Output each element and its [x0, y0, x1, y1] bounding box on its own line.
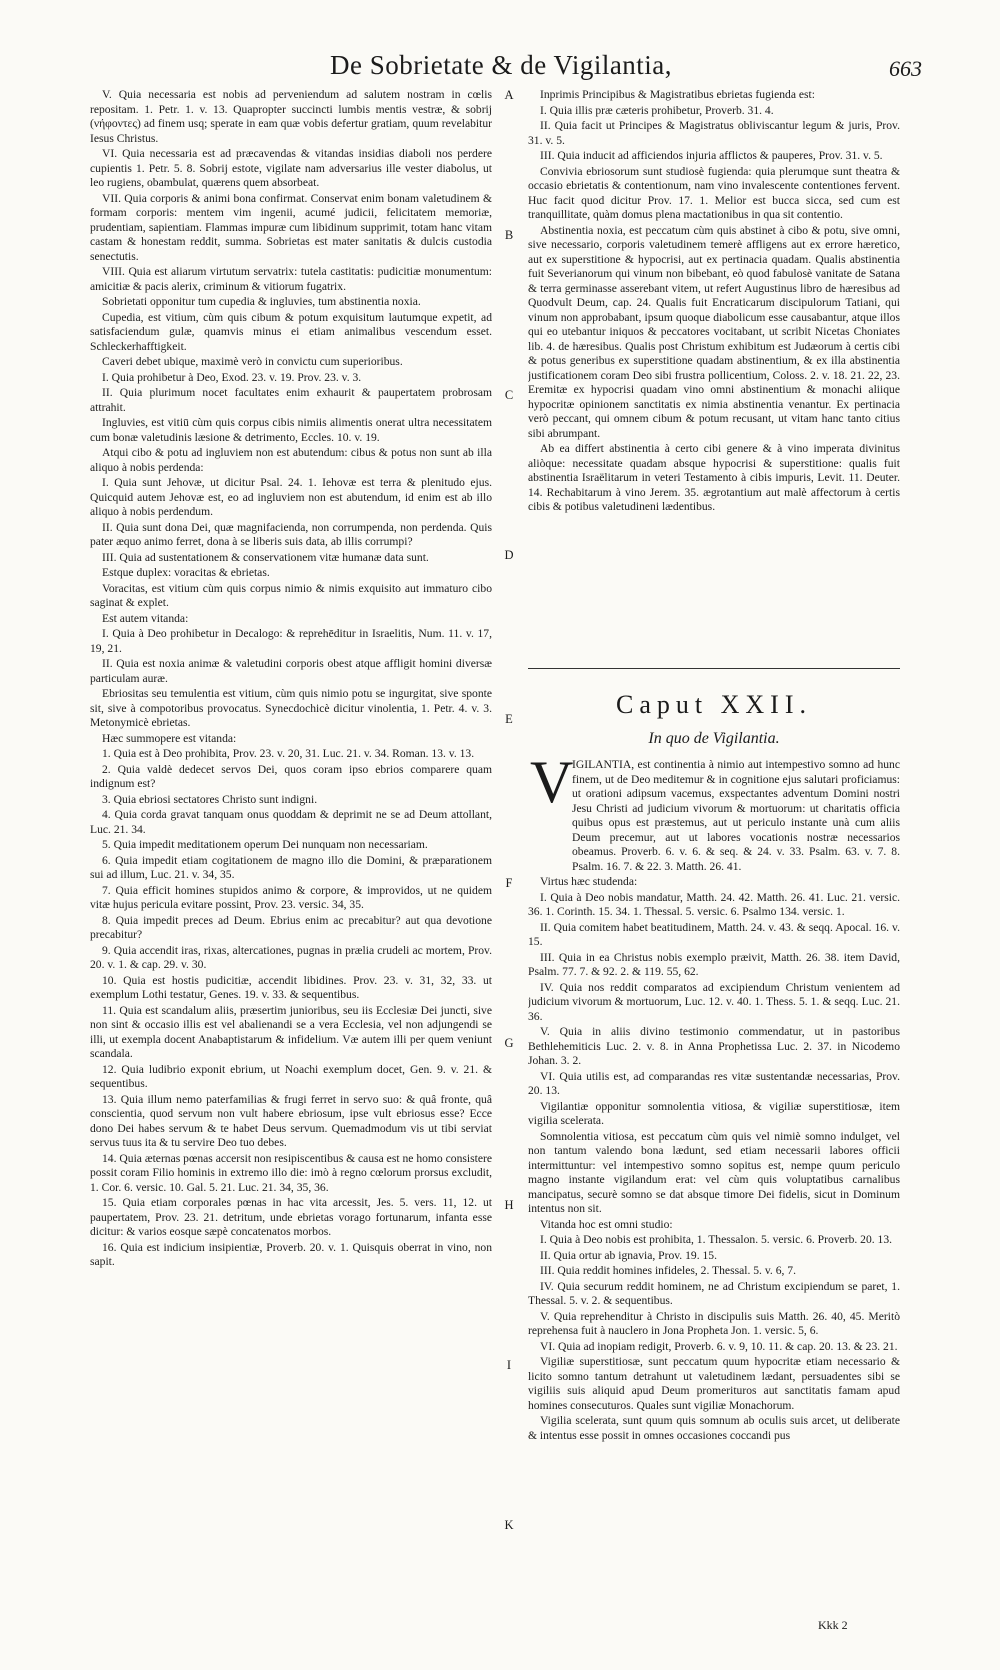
paragraph: 14. Quia æternas pœnas accersit non resipiscentibus & causa est ne homo consistere possit coram Filio hominis in extremo illo die: imò à regno cœlorum prorsus excludit, 1. Cor. 6. versic. 10. Gal. 5. 21. Luc. 21. 34, 35, 36.	[90, 1151, 492, 1194]
paragraph: Estque duplex: voracitas & ebrietas.	[102, 566, 270, 579]
paragraph: VII. Quia corporis & animi bona confirmat. Conservat enim bonam valetudinem & formam corporis: mentem vim ingenii, acumé judicii, felicitatem memoriæ, prudentiam, sapientiam. Flammas impuræ cum libidinum supprimit, totam hanc vitam castam & honestam reddit, summa. Sobrietas est mater sanitatis & dulcis custodia senectutis.	[90, 191, 492, 263]
paragraph: Est autem vitanda:	[102, 611, 189, 625]
paragraph: V. Quia reprehenditur à Christo in discipulis suis Matth. 26. 40, 45. Meritò reprehensa fuit à nauclero in Jona Propheta Jon. 1. versic. 5, 6.	[528, 1309, 900, 1337]
margin-letter: G	[504, 1036, 514, 1050]
paragraph: II. Quia comitem habet beatitudinem, Matth. 24. v. 43. & seqq. Apocal. 16. v. 15.	[528, 920, 900, 948]
margin-letter: K	[504, 1518, 514, 1532]
paragraph: Vitanda hoc est omni studio:	[540, 1217, 673, 1231]
paragraph: V. Quia in aliis divino testimonio commendatur, ut in pastoribus Bethlehemiticis Luc. 2. v. 8. in Anna Prophetissa Luc. 2. 37. in Nicodemo Johan. 3. 2.	[528, 1025, 900, 1067]
paragraph: Vigilantiæ opponitur somnolentia vitiosa, & vigiliæ superstitiosæ, item vigilia scelerata.	[528, 1099, 900, 1127]
paragraph: Abstinentia noxia, est peccatum cùm quis abstinet à cibo & potu, sive omni, sive necessario, corporis valetudinem temerè affligens aut ex errore hæretico, aut ex superstitione & hypocrisi, aut ex pertinacia quadam. Qualis abstinentia fuit Severianorum qui vinum non bibebant, eò quod fabulosè vanitate de Satana & terra germinasse asserebant vitem, ut refert Augustinus libro de hæresibus ad Quodvult Deum, cap. 24. Qualis fuit Encraticarum discipulorum Tatiani, qui vinum non approbabant, ipsum quoque diabolicum esse causabantur, atque illos qui eo utebantur iniquos & peccatores vocitabant, ut scribit Nicetas Choniates lib. 4. de hæresibus. Qualis post Christum exhibitum est Judæorum à certis cibi & potus generibus ex superstitione quadam abstinentium, & ex illa abstinentia justificationem coram Deo sibi frustra pollicentium, Coloss. 2. v. 18. 21. 22, 23. Eremitæ ex hypocrisi quadam vino omni abstinentium & monachi aliique hypocritæ opinionem sanctitatis ex nimia abstinentia venantur. Ex pertinacia verò peccant, qui omnem cibum & potum recusant, ut vitam hanc tanto citius sibi abrumpant.	[528, 223, 900, 440]
paragraph: I. Quia prohibetur à Deo, Exod. 23. v. 19. Prov. 23. v. 3.	[102, 370, 362, 384]
running-head: De Sobrietate & de Vigilantia,	[330, 50, 673, 80]
paragraph: Vigilia scelerata, sunt quum quis somnum ab oculis suis arcet, ut deliberate & intentus esse possit in omnes occasiones coccandi pus	[528, 1414, 900, 1442]
paragraph: 2. Quia valdè dedecet servos Dei, quos coram ipso ebrios comparere quam indignum est?	[90, 762, 492, 790]
paragraph: VI. Quia ad inopiam redigit, Proverb. 6. v. 9, 10. 11. & cap. 20. 13. & 23. 21.	[540, 1339, 898, 1353]
paragraph: III. Quia ad sustentationem & conservationem vitæ humanæ data sunt.	[102, 550, 429, 564]
paragraph: 8. Quia impedit preces ad Deum. Ebrius enim ac precabitur? aut qua devotione precabitur?	[90, 913, 492, 941]
paragraph: I. Quia sunt Jehovæ, ut dicitur Psal. 24. 1. Iehovæ est terra & plenitudo ejus. Quicquid autem Jehovæ est, eo ad ingluviem non est abutendum, id enim est ab illo aliquo à nobis perdendum.	[90, 476, 492, 518]
drop-cap: V	[530, 749, 574, 815]
paragraph: 16. Quia est indicium insipientiæ, Proverb. 20. v. 1. Quisquis oberrat in vino, non sapit.	[90, 1240, 492, 1268]
divider	[528, 668, 900, 669]
paragraph: VI. Quia necessaria est ad præcavendas & vitandas insidias diaboli nos perdere cupientis 1. Petr. 5. 8. Sobrij estote, vigilate nam adversarius ille vester diabolus, ut leo rugiens, obambulat, quærens quem absorbeat.	[90, 147, 492, 189]
paragraph: III. Quia inducit ad afficiendos injuria afflictos & pauperes, Prov. 31. v. 5.	[540, 149, 883, 162]
paragraph: 4. Quia corda gravat tanquam onus quoddam & deprimit ne se ad Deum attollant, Luc. 21. 34.	[90, 808, 492, 836]
margin-letter: A	[504, 88, 514, 102]
catchword: Kkk 2	[818, 1618, 848, 1632]
paragraph: I. Quia illis præ cæteris prohibetur, Proverb. 31. 4.	[540, 103, 774, 117]
right-column-top	[528, 88, 900, 663]
paragraph: Inprimis Principibus & Magistratibus ebrietas fugienda est:	[540, 88, 815, 101]
paragraph: II. Quia facit ut Principes & Magistratus obliviscantur legum & juris, Prov. 31. v. 5.	[528, 119, 900, 147]
left-column	[90, 88, 492, 1620]
paragraph: 5. Quia impedit meditationem operum Dei nunquam non necessariam.	[102, 838, 428, 851]
paragraph: 6. Quia impedit etiam cogitationem de magno illo die Domini, & præparationem sui ad illum, Luc. 21. v. 34, 35.	[90, 853, 492, 881]
paragraph: 15. Quia etiam corporales pœnas in hac vita arcessit, Jes. 5. vers. 11, 12. ut paupertatem, Prov. 23. 21. detritum, unde ebrietas vorago fortunarum, infanta esse dicitur: & varios eosque sæpè concatenatos morbos.	[90, 1196, 492, 1238]
paragraph: 7. Quia efficit homines stupidos animo & corpore, & improvidos, ut ne quidem vitæ hujus pericula evitare possint, Prov. 23. versic. 34, 35.	[90, 883, 492, 911]
paragraph: 3. Quia ebriosi sectatores Christo sunt indigni.	[102, 792, 318, 806]
paragraph: Ingluvies, est vitiū cùm quis corpus cibis nimiis alimentis onerat ultra necessitatem cum bonæ valetudinis læsione & detrimento, Eccles. 10. v. 19.	[90, 416, 492, 444]
margin-letter: D	[504, 548, 514, 562]
paragraph: III. Quia reddit homines infideles, 2. Thessal. 5. v. 6, 7.	[540, 1264, 796, 1277]
paragraph: I. Quia à Deo nobis est prohibita, 1. Thessalon. 5. versic. 6. Proverb. 20. 13.	[540, 1233, 893, 1246]
paragraph: VI. Quia utilis est, ad comparandas res vitæ sustentandæ necessarias, Prov. 20. 13.	[528, 1069, 900, 1097]
paragraph: VIII. Quia est aliarum virtutum servatrix: tutela castitatis: pudicitiæ monumentum: amicitiæ & pacis alerix, criminum & vitiorum fugatrix.	[90, 265, 492, 293]
margin-letter: F	[505, 876, 513, 890]
margin-letter: E	[505, 712, 513, 726]
paragraph: Vigiliæ superstitiosæ, sunt peccatum quum hypocritæ etiam necessario & licito somno tantum detrahunt ut valetudinem lædant, persuadentes sibi se vigiliis suis aliquid apud Deum promerituros aut sanctitatis famam apud homines consecuturos. Quales sunt vigiliæ Monachorum.	[528, 1355, 900, 1412]
page-number: 663	[889, 56, 922, 81]
paragraph: Virtus hæc studenda:	[540, 875, 638, 888]
chapter-subtitle: In quo de Vigilantia.	[648, 730, 780, 747]
paragraph: I. Quia à Deo prohibetur in Decalogo: & reprehēditur in Israelitis, Num. 11. v. 17, 19, 21.	[90, 627, 492, 655]
paragraph: Somnolentia vitiosa, est peccatum cùm quis vel nimiè somno indulget, vel non tantum valendo bona lædunt, sed etiam necessarii labores officii intermittuntur: vel intempestivo somno sopitus est, nempe quum periculo magno instante vigilandum erat: vel cùm quis voluptatibus carnalibus mancipatus, securè somno se dat absque timore Dei fidelis, sicut in Dominum intentus non sit.	[528, 1129, 900, 1215]
paragraph: Caveri debet ubique, maximè verò in convictu cum superioribus.	[102, 355, 403, 368]
margin-letter: H	[504, 1198, 514, 1212]
paragraph: 11. Quia est scandalum aliis, præsertim junioribus, seu iis Ecclesiæ Dei juncti, sive non sint & occasio illis est vel abalienandi se a vera Ecclesia, vel non adjungendi se illi, ut exempla docent Anabaptistarum & infidelium. Væ autem illi per quem veniunt scandala.	[90, 1003, 492, 1060]
paragraph: III. Quia in ea Christus nobis exemplo præivit, Matth. 26. 38. item David, Psalm. 77. 7. & 92. 2. & 119. 55, 62.	[528, 950, 900, 978]
right-column-bottom	[528, 758, 900, 1620]
paragraph: Convivia ebriosorum sunt studiosè fugienda: quia plerumque sunt theatra & occasio ebrietatis & contentionum, nam vino invalescente contentiones fervent. Huc facit quod dicitur Prov. 17. 1. Melior est bucca sicca, sed cum est tranquillitate, quàm domus plena mactationibus in qua sit contentio.	[528, 164, 900, 221]
paragraph: II. Quia plurimum nocet facultates enim exhaurit & paupertatem probrosam attrahit.	[90, 386, 492, 414]
margin-letter: B	[504, 228, 514, 242]
paragraph: Hæc summopere est vitanda:	[102, 731, 237, 745]
margin-letter: C	[504, 388, 514, 402]
paragraph: 10. Quia est hostis pudicitiæ, accendit libidines. Prov. 23. v. 31, 32, 33. ut exemplum Lothi testatur, Genes. 19. v. 33. & sequentibus.	[90, 973, 492, 1001]
paragraph: II. Quia est noxia animæ & valetudini corporis obest atque affligit homini diversæ particulam auræ.	[90, 657, 492, 685]
paragraph: IGILANTIA, est continentia à nimio aut intempestivo somno ad hunc finem, ut de Deo meditemur & in cognitione ejus salutari proficiamus: ut orationi adipsum vacemus, exspectantes adventum Domini nostri Jesu Christi ad judicium vivorum & mortuorum: ut charitatis officia quibus opus est præstemus, aut ut periculo instante unà cum aliis Deum precemur, aut ut labores vocationis nostræ necessarios obeamus. Proverb. 6. v. 6. & seq. & 24. v. 33. Psalm. 63. v. 7. 8. Psalm. 16. 7. & 22. 3. Matth. 26. 41.	[572, 758, 900, 873]
paragraph: 12. Quia ludibrio exponit ebrium, ut Noachi exemplum docet, Gen. 9. v. 21. & sequentibus.	[90, 1062, 492, 1090]
paragraph: Ab ea differt abstinentia à certo cibi genere & à vino imperata divinitus aliòque: necessitate quadam absque hypocrisi & superstitione: qualis fuit abstinentia Israëlitarum in veteri Testamento à cibis impuris, Levit. 11. Deuter. 14. Rechabitarum à vino Jerem. 35. ægrotantium aut malè affectorum à certis cibis & potibus valetudineni lædentibus.	[528, 442, 900, 513]
paragraph: IV. Quia nos reddit comparatos ad excipiendum Christum venientem ad judicium vivorum & mortuorum, Luc. 12. v. 40. 1. Thess. 5. 1. & seqq. Luc. 21. 36.	[528, 980, 900, 1023]
chapter-title: Caput XXII.	[616, 690, 812, 719]
paragraph: II. Quia ortur ab ignavia, Prov. 19. 15.	[540, 1248, 717, 1262]
paragraph: Cupedia, est vitium, cùm quis cibum & potum exquisitum lautumque expetit, ad satisfaciendum gulæ, quamvis minus ei etiam animalibus vescendum esset. Schleckerhafftigkeit.	[90, 310, 492, 353]
paragraph: 13. Quia illum nemo paterfamilias & frugi ferret in servo suo: & quâ fronte, quâ conscientia, quod servum non vult habere ebriosum, ipse vult ebriosus esse? Ecce dono Dei habes servum & te habet Deus servum. Quemadmodum vis ut tibi serviat servus tuus ita & tu servire Deo tuo debes.	[90, 1092, 492, 1149]
paragraph: 9. Quia accendit iras, rixas, altercationes, pugnas in prælia crudeli ac mortem, Prov. 20. v. 1. & cap. 29. v. 30.	[90, 943, 492, 971]
paragraph: Atqui cibo & potu ad ingluviem non est abutendum: cibus & potus non sunt ab illa aliquo à nobis perdenda:	[90, 446, 492, 474]
paragraph: Ebriositas seu temulentia est vitium, cùm quis nimio potu se ingurgitat, sive sponte sit, sive à compotoribus provocatus. Synecdochicè dicitur vinolentia, 1. Petr. 4. v. 3. Metonymicè ebrietas.	[90, 687, 492, 729]
paragraph: IV. Quia securum reddit hominem, ne ad Christum excipiendum se paret, 1. Thessal. 5. v. 2. & sequentibus.	[528, 1279, 900, 1307]
paragraph: Sobrietati opponitur tum cupedia & ingluvies, tum abstinentia noxia.	[102, 295, 421, 308]
paragraph: V. Quia necessaria est nobis ad perveniendum ad salutem nostram in cœlis repositam. 1. Petr. 1. v. 13. Quapropter succincti lumbis mentis vestræ, & sobrij (νήφοντες) ad finem usq; sperate in eam quæ vobis defertur gratiam, quum revelabitur Iesus Christus.	[90, 88, 492, 145]
paragraph: Voracitas, est vitium cùm quis corpus nimio & nimis exquisito aut immaturo cibo saginat & explet.	[90, 581, 492, 609]
paragraph: II. Quia sunt dona Dei, quæ magnifacienda, non corrumpenda, non perdenda. Quis pater æquo animo ferret, dona à se liberis suis data, ab illis corrumpi?	[90, 520, 492, 548]
paragraph: I. Quia à Deo nobis mandatur, Matth. 24. 42. Matth. 26. 41. Luc. 21. versic. 36. 1. Corinth. 15. 34. 1. Thessal. 5. versic. 6. Psalmo 134. versic. 1.	[528, 890, 900, 918]
paragraph: 1. Quia est à Deo prohibita, Prov. 23. v. 20, 31. Luc. 21. v. 34. Roman. 13. v. 13.	[102, 747, 475, 760]
margin-letter: I	[506, 1358, 512, 1372]
